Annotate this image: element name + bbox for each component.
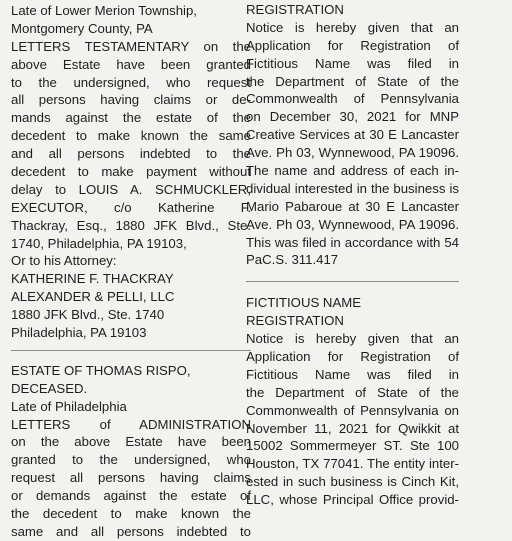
fictitious-name-notice-qwikkit [246, 294, 459, 509]
text-line: decedent to make known the same [11, 128, 251, 144]
left-column [11, 0, 251, 541]
text-line: Notice is hereby given that an [246, 331, 459, 347]
text-line: November 11, 2021 for Qwikkit at [246, 420, 459, 436]
text-line: above Estate have been granted [11, 56, 251, 72]
text-line: 15002 Sommermeyer ST. Ste 100 [246, 438, 459, 454]
text-line: dividual interested in the business is [246, 180, 459, 196]
text-line: Fictitious Name was filed in [246, 55, 459, 71]
text-line: REGISTRATION [246, 313, 344, 329]
text-line: ested in such business is Cinch Kit, [246, 474, 459, 490]
text-line: to the undersigned, who request [11, 74, 251, 90]
text-line: decedent to make payment without [11, 164, 251, 180]
text-line: Application for Registration of [246, 349, 459, 365]
text-line: the Department of State of the [246, 384, 459, 400]
text-line: FICTITIOUS NAME [246, 295, 362, 311]
notice-lines [246, 294, 459, 509]
text-line: Philadelphia, PA 19103 [11, 325, 147, 341]
text-line: REGISTRATION [246, 2, 344, 17]
text-line: on the above Estate have been [11, 434, 251, 450]
text-line: DECEASED. [11, 380, 88, 396]
text-line: The name and address of each in- [246, 163, 459, 179]
text-line: Creative Services at 30 E Lancaster [246, 127, 459, 143]
text-line: LETTERS of ADMINISTRATION [11, 416, 251, 432]
text-line: This was filed in accordance with 54 [246, 234, 459, 250]
text-line: delay to LOUIS A. SCHMUCKLER, [11, 181, 251, 197]
text-line: ESTATE OF THOMAS RISPO, [11, 362, 191, 378]
text-line: PaC.S. 311.417 [246, 252, 339, 268]
text-line: granted to the undersigned, who [11, 452, 251, 468]
text-line: the decedent to make known the [11, 506, 251, 522]
text-line: 1740, Philadelphia, PA 19103, [11, 235, 187, 251]
right-column [246, 0, 459, 509]
text-line: Or to his Attorney: [11, 253, 117, 269]
text-line: LLC, whose Principal Office provid- [246, 492, 459, 508]
text-line: Late of Lower Merion Township, [11, 3, 197, 18]
text-line: request all persons having claims [11, 470, 251, 486]
text-line: Application for Registration of [246, 37, 459, 53]
text-line: LETTERS TESTAMENTARY on the [11, 38, 251, 54]
text-line: Commonwealth of Pennsylvania [246, 91, 459, 107]
text-line: all persons having claims or de- [11, 92, 251, 108]
text-line: Thackray, Esq., 1880 JFK Blvd., Ste. [11, 217, 251, 233]
text-line: Late of Philadelphia [11, 398, 127, 414]
fictitious-name-notice-mnp [246, 1, 459, 269]
text-line: on December 30, 2021 for MNP [246, 109, 459, 125]
estate-notice-schmuckler [11, 2, 251, 342]
notice-lines [246, 1, 459, 269]
notice-divider [246, 281, 459, 282]
notice-divider [11, 350, 251, 351]
text-line: 1880 JFK Blvd., Ste. 1740 [11, 307, 165, 323]
text-line: Montgomery County, PA [11, 20, 153, 36]
text-line: Ave. Ph 03, Wynnewood, PA 19096. [246, 145, 459, 161]
notice-lines [11, 2, 251, 342]
text-line: Houston, TX 77041. The entity inter- [246, 456, 459, 472]
text-line: Mario Pabaroue at 30 E Lancaster [246, 198, 459, 214]
text-line: same and all persons indebted to [11, 523, 251, 539]
text-line: mands against the estate of the [11, 110, 251, 126]
text-line: EXECUTOR, c/o Katherine F. [11, 199, 251, 215]
text-line: ALEXANDER & PELLI, LLC [11, 289, 175, 305]
estate-notice-rispo [11, 362, 251, 541]
text-line: Commonwealth of Pennsylvania on [246, 402, 459, 418]
text-line: the Department of State of the [246, 73, 459, 89]
text-line: and all persons indebted to the [11, 146, 251, 162]
text-line: Fictitious Name was filed in [246, 366, 459, 382]
text-line: Notice is hereby given that an [246, 19, 459, 35]
text-line: KATHERINE F. THACKRAY [11, 271, 174, 287]
text-line: or demands against the estate of [11, 488, 251, 504]
notice-lines [11, 362, 251, 541]
text-line: Ave. Ph 03, Wynnewood, PA 19096. [246, 216, 459, 232]
